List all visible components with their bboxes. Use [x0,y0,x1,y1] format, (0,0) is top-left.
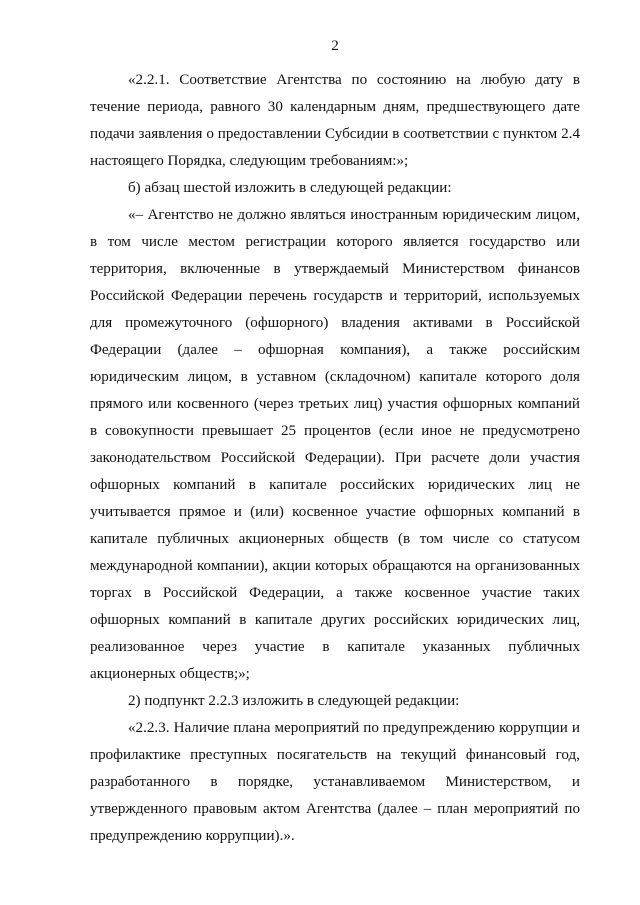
paragraph-offshore-requirement: «– Агентство не должно являться иностранным юридическим лицом, в том числе местом регистрации которого является государство или территория, включенные в утверждаемый Министерством финансов Российской Федерации перечень государств и территорий, используемых для промежуточного (офшорного) владения активами в Российской Федерации (далее – офшорная компания), а также российским юридическим лицом, в уставном (складочном) капитале которого доля прямого или косвенного (через третьих лиц) участия офшорных компаний в совокупности превышает 25 процентов (если иное не предусмотрено законодательством Российской Федерации). При расчете доли участия офшорных компаний в капитале российских юридических лиц не учитывается прямое и (или) косвенное участие офшорных компаний в капитале публичных акционерных обществ (в том числе со статусом международной компании), акции которых обращаются на организованных торгах в Российской Федерации, а также косвенное участие таких офшорных компаний в капитале других российских юридических лиц, реализованное через участие в капитале указанных публичных акционерных обществ;»; [90,207,580,682]
paragraph-2-2-1: «2.2.1. Соответствие Агентства по состоянию на любую дату в течение периода, равного 30 календарным дням, предшествующего дате подачи заявления о предоставлении Субсидии в соответствии с пунктом 2.4 настоящего Порядка, следующим требованиям:»; [90,72,580,169]
document-body [90,60,580,850]
page-number: 2 [331,38,339,54]
paragraph-amendment-b: б) абзац шестой изложить в следующей редакции: [128,180,452,196]
paragraph-amendment-2: 2) подпункт 2.2.3 изложить в следующей редакции: [128,693,460,709]
paragraph-2-2-3: «2.2.3. Наличие плана мероприятий по предупреждению коррупции и профилактике преступных посягательств на текущий финансовый год, разработанного в порядке, устанавливаемом Министерством, и утвержденного правовым актом Агентства (далее – план мероприятий по предупреждению коррупции).». [90,720,580,844]
document-page [90,0,580,905]
